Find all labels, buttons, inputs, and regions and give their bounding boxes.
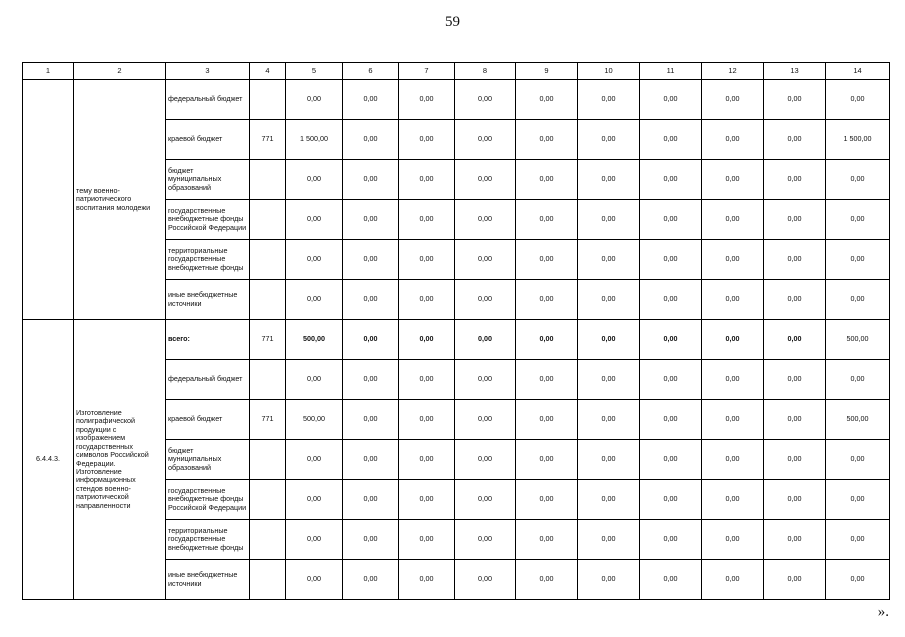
- budget-code: [250, 200, 286, 240]
- amount-cell: 0,00: [826, 480, 890, 520]
- column-header: 11: [640, 63, 702, 80]
- amount-cell: 0,00: [286, 200, 343, 240]
- amount-cell: 0,00: [826, 80, 890, 120]
- amount-cell: 0,00: [343, 160, 399, 200]
- amount-cell: 0,00: [702, 520, 764, 560]
- amount-cell: 0,00: [826, 360, 890, 400]
- amount-cell: 0,00: [640, 280, 702, 320]
- budget-code: 771: [250, 120, 286, 160]
- amount-cell: 0,00: [578, 280, 640, 320]
- amount-cell: 0,00: [578, 440, 640, 480]
- amount-cell: 0,00: [578, 80, 640, 120]
- amount-cell: 0,00: [578, 120, 640, 160]
- amount-cell: 0,00: [516, 400, 578, 440]
- amount-cell: 0,00: [516, 440, 578, 480]
- amount-cell: 0,00: [286, 80, 343, 120]
- funding-source: краевой бюджет: [166, 400, 250, 440]
- amount-cell: 0,00: [702, 440, 764, 480]
- amount-cell: 0,00: [343, 200, 399, 240]
- funding-source: бюджет муниципальных образований: [166, 440, 250, 480]
- budget-code: [250, 480, 286, 520]
- amount-cell: 0,00: [516, 320, 578, 360]
- amount-cell: 0,00: [455, 120, 516, 160]
- amount-cell: 0,00: [702, 160, 764, 200]
- amount-cell: 0,00: [399, 440, 455, 480]
- amount-cell: 0,00: [826, 200, 890, 240]
- amount-cell: 0,00: [343, 480, 399, 520]
- budget-code: [250, 560, 286, 600]
- budget-code: [250, 520, 286, 560]
- amount-cell: 0,00: [764, 440, 826, 480]
- funding-source: бюджет муниципальных образований: [166, 160, 250, 200]
- closing-quote-mark: ».: [877, 604, 889, 620]
- amount-cell: 0,00: [764, 360, 826, 400]
- column-header: 14: [826, 63, 890, 80]
- amount-cell: 0,00: [764, 200, 826, 240]
- amount-cell: 0,00: [343, 120, 399, 160]
- item-index: 6.4.4.3.: [23, 320, 74, 600]
- amount-cell: 0,00: [399, 280, 455, 320]
- amount-cell: 0,00: [343, 440, 399, 480]
- amount-cell: 0,00: [455, 520, 516, 560]
- funding-source: территориальные государственные внебюджетные фонды: [166, 520, 250, 560]
- amount-cell: 0,00: [455, 80, 516, 120]
- budget-code: [250, 80, 286, 120]
- column-header: 6: [343, 63, 399, 80]
- column-header: 3: [166, 63, 250, 80]
- amount-cell: 0,00: [399, 520, 455, 560]
- page-number: 59: [445, 14, 460, 30]
- amount-cell: 0,00: [764, 120, 826, 160]
- amount-cell: 0,00: [764, 160, 826, 200]
- column-header: 4: [250, 63, 286, 80]
- amount-cell: 0,00: [516, 120, 578, 160]
- budget-table: [22, 62, 890, 600]
- amount-cell: 0,00: [455, 320, 516, 360]
- amount-cell: 0,00: [640, 240, 702, 280]
- column-header: 10: [578, 63, 640, 80]
- budget-code: [250, 440, 286, 480]
- amount-cell: 0,00: [578, 240, 640, 280]
- amount-cell: 0,00: [826, 560, 890, 600]
- amount-cell: 0,00: [640, 480, 702, 520]
- amount-cell: 0,00: [516, 520, 578, 560]
- amount-cell: 0,00: [516, 160, 578, 200]
- amount-cell: 0,00: [578, 400, 640, 440]
- item-name: Изготовление полиграфической продукции с изображением государственных символов Российской Федерации. Изготовление информационных стендов военно-патриотической направленности: [74, 320, 166, 600]
- amount-cell: 0,00: [702, 560, 764, 600]
- amount-cell: 0,00: [286, 520, 343, 560]
- amount-cell: 0,00: [455, 160, 516, 200]
- amount-cell: 0,00: [702, 120, 764, 160]
- item-name: тему военно-патриотического воспитания молодежи: [74, 80, 166, 320]
- amount-cell: 0,00: [343, 80, 399, 120]
- amount-cell: 500,00: [286, 320, 343, 360]
- amount-cell: 0,00: [455, 360, 516, 400]
- amount-cell: 0,00: [399, 240, 455, 280]
- item-index: [23, 80, 74, 320]
- amount-cell: 0,00: [286, 160, 343, 200]
- amount-cell: 0,00: [640, 360, 702, 400]
- table-row: [23, 80, 890, 120]
- amount-cell: 0,00: [343, 560, 399, 600]
- funding-source: федеральный бюджет: [166, 80, 250, 120]
- amount-cell: 0,00: [578, 160, 640, 200]
- funding-source: федеральный бюджет: [166, 360, 250, 400]
- amount-cell: 0,00: [826, 280, 890, 320]
- amount-cell: 0,00: [702, 80, 764, 120]
- amount-cell: 0,00: [343, 400, 399, 440]
- amount-cell: 0,00: [640, 560, 702, 600]
- amount-cell: 0,00: [640, 160, 702, 200]
- amount-cell: 0,00: [826, 240, 890, 280]
- amount-cell: 0,00: [640, 440, 702, 480]
- amount-cell: 0,00: [455, 480, 516, 520]
- column-header: 8: [455, 63, 516, 80]
- amount-cell: 0,00: [826, 520, 890, 560]
- amount-cell: 0,00: [826, 440, 890, 480]
- amount-cell: 0,00: [640, 120, 702, 160]
- column-header: 7: [399, 63, 455, 80]
- amount-cell: 0,00: [516, 280, 578, 320]
- amount-cell: 0,00: [399, 80, 455, 120]
- amount-cell: 1 500,00: [826, 120, 890, 160]
- amount-cell: 0,00: [764, 520, 826, 560]
- amount-cell: 500,00: [826, 320, 890, 360]
- amount-cell: 0,00: [455, 440, 516, 480]
- amount-cell: 0,00: [764, 480, 826, 520]
- amount-cell: 0,00: [578, 360, 640, 400]
- amount-cell: 0,00: [764, 240, 826, 280]
- amount-cell: 0,00: [578, 320, 640, 360]
- column-header: 2: [74, 63, 166, 80]
- amount-cell: 0,00: [702, 320, 764, 360]
- amount-cell: 0,00: [343, 240, 399, 280]
- budget-code: [250, 160, 286, 200]
- amount-cell: 0,00: [764, 560, 826, 600]
- amount-cell: 0,00: [640, 520, 702, 560]
- amount-cell: 0,00: [399, 480, 455, 520]
- column-header: 12: [702, 63, 764, 80]
- amount-cell: 0,00: [516, 200, 578, 240]
- amount-cell: 0,00: [764, 80, 826, 120]
- budget-code: [250, 280, 286, 320]
- funding-source: краевой бюджет: [166, 120, 250, 160]
- amount-cell: 0,00: [343, 520, 399, 560]
- amount-cell: 0,00: [516, 480, 578, 520]
- column-header: 9: [516, 63, 578, 80]
- amount-cell: 0,00: [286, 280, 343, 320]
- amount-cell: 0,00: [286, 560, 343, 600]
- amount-cell: 0,00: [702, 240, 764, 280]
- amount-cell: 0,00: [343, 320, 399, 360]
- funding-source: государственные внебюджетные фонды Российской Федерации: [166, 200, 250, 240]
- amount-cell: 0,00: [343, 280, 399, 320]
- funding-source: всего:: [166, 320, 250, 360]
- amount-cell: 0,00: [826, 160, 890, 200]
- amount-cell: 0,00: [399, 400, 455, 440]
- amount-cell: 0,00: [399, 320, 455, 360]
- amount-cell: 0,00: [764, 280, 826, 320]
- funding-source: иные внебюджетные источники: [166, 280, 250, 320]
- amount-cell: 0,00: [764, 320, 826, 360]
- amount-cell: 0,00: [286, 440, 343, 480]
- amount-cell: 0,00: [455, 240, 516, 280]
- budget-code: [250, 240, 286, 280]
- amount-cell: 0,00: [399, 200, 455, 240]
- column-header: 13: [764, 63, 826, 80]
- column-header: 1: [23, 63, 74, 80]
- header-row: [23, 63, 890, 80]
- amount-cell: 0,00: [702, 200, 764, 240]
- amount-cell: 0,00: [640, 400, 702, 440]
- amount-cell: 0,00: [578, 520, 640, 560]
- funding-source: иные внебюджетные источники: [166, 560, 250, 600]
- amount-cell: 0,00: [702, 280, 764, 320]
- amount-cell: 0,00: [578, 480, 640, 520]
- amount-cell: 0,00: [455, 560, 516, 600]
- amount-cell: 0,00: [399, 120, 455, 160]
- amount-cell: 1 500,00: [286, 120, 343, 160]
- funding-source: территориальные государственные внебюджетные фонды: [166, 240, 250, 280]
- amount-cell: 0,00: [343, 360, 399, 400]
- amount-cell: 0,00: [640, 320, 702, 360]
- amount-cell: 0,00: [764, 400, 826, 440]
- amount-cell: 0,00: [399, 560, 455, 600]
- amount-cell: 0,00: [399, 160, 455, 200]
- amount-cell: 0,00: [702, 360, 764, 400]
- amount-cell: 0,00: [516, 560, 578, 600]
- amount-cell: 0,00: [286, 360, 343, 400]
- funding-source: государственные внебюджетные фонды Российской Федерации: [166, 480, 250, 520]
- amount-cell: 0,00: [702, 480, 764, 520]
- budget-code: 771: [250, 400, 286, 440]
- amount-cell: 0,00: [286, 240, 343, 280]
- table-row: [23, 320, 890, 360]
- amount-cell: 0,00: [640, 80, 702, 120]
- amount-cell: 0,00: [399, 360, 455, 400]
- amount-cell: 0,00: [516, 80, 578, 120]
- amount-cell: 0,00: [516, 360, 578, 400]
- amount-cell: 0,00: [455, 280, 516, 320]
- amount-cell: 0,00: [640, 200, 702, 240]
- amount-cell: 0,00: [455, 400, 516, 440]
- amount-cell: 500,00: [286, 400, 343, 440]
- budget-code: [250, 360, 286, 400]
- budget-code: 771: [250, 320, 286, 360]
- amount-cell: 0,00: [455, 200, 516, 240]
- amount-cell: 0,00: [578, 560, 640, 600]
- amount-cell: 0,00: [702, 400, 764, 440]
- amount-cell: 500,00: [826, 400, 890, 440]
- amount-cell: 0,00: [578, 200, 640, 240]
- amount-cell: 0,00: [516, 240, 578, 280]
- column-header: 5: [286, 63, 343, 80]
- amount-cell: 0,00: [286, 480, 343, 520]
